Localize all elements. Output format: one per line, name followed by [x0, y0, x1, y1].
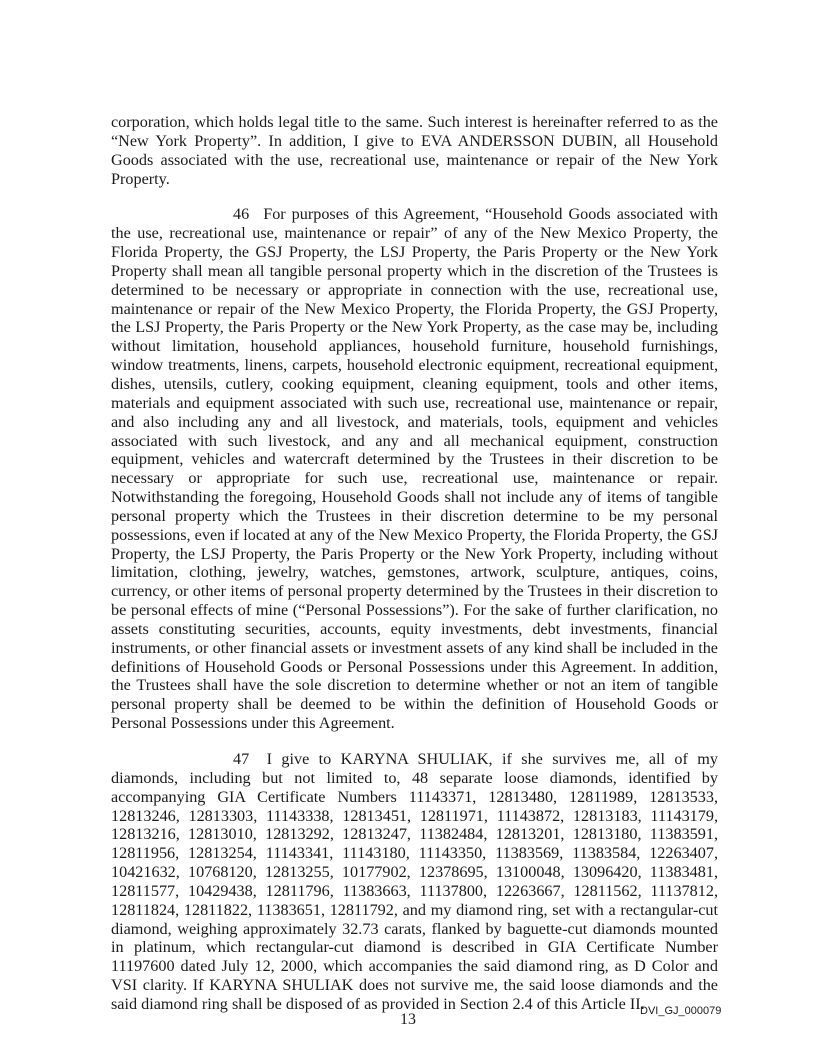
paragraph-text: corporation, which holds legal title to the same. Such interest is hereinafter referred to as the “New York Property”. In addition, I give to EVA ANDERSSON DUBIN, all Household Goods associated with the use, recreational use, maintenance or repair of the New York Property. — [111, 113, 718, 188]
document-body — [111, 113, 718, 1031]
paragraph-number: 47 — [233, 750, 250, 768]
paragraph-number: 46 — [233, 205, 250, 224]
page-number: 13 — [400, 1011, 416, 1028]
bates-number: DVI_GJ_000079 — [640, 1005, 722, 1017]
paragraph-text: I give to KARYNA SHULIAK, if she survives me, all of my diamonds, including but not limited to, 48 separate loose diamonds, identified by accompanying GIA Certificate Numbers 11143371, 12813480, 12811989, 12813533, 12813246, 12813303, 11143338, 12813451, 12811971, 11143872, 12813183, 11143179, 12813216, 12813010, 12813292, 12813247, 11382484, 12813201, 12813180, 11383591, 12811956, 12813254, 11143341, 11143180, 11143350, 11383569, 11383584, 12263407, 10421632, 10768120, 12813255, 10177902, 12378695, 13100048, 13096420, 11383481, 12811577, 10429438, 12811796, 11383663, 11137800, 12263667, 12811562, 11137812, 12811824, 12811822, 11383651, 12811792, and my diamond ring, set with a rectangular-cut diamond, weighing approximately 32.73 carats, flanked by baguette-cut diamonds mounted in platinum, which rectangular-cut diamond is described in GIA Certificate Number 11197600 dated July 12, 2000, which accompanies the said diamond ring, as D Color and VSI clarity. If KARYNA SHULIAK does not survive me, the said loose diamonds and the said diamond ring shall be disposed of as provided in Section 2.4 of this Article II. — [111, 750, 718, 1013]
paragraph-continuation — [111, 113, 718, 188]
paragraph-47 — [111, 750, 718, 1014]
paragraph-text: For purposes of this Agreement, “Household Goods associated with the use, recreational use, maintenance or repair” of any of the New Mexico Property, the Florida Property, the GSJ Property, the LSJ Property, the Paris Property or the New York Property shall mean all tangible personal property which in the discretion of the Trustees is determined to be necessary or appropriate in connection with the use, recreational use, maintenance or repair of the New Mexico Property, the Florida Property, the GSJ Property, the LSJ Property, the Paris Property or the New York Property, as the case may be, including without limitation, household appliances, household furniture, household furnishings, window treatments, linens, carpets, household electronic equipment, recreational equipment, dishes, utensils, cutlery, cooking equipment, cleaning equipment, tools and other items, materials and equipment associated with such use, recreational use, maintenance or repair, and also including any and all livestock, and materials, tools, equipment and vehicles associated with such livestock, and any and all mechanical equipment, construction equipment, vehicles and watercraft determined by the Trustees in their discretion to be necessary or appropriate for such use, recreational use, maintenance or repair. Notwithstanding the foregoing, Household Goods shall not include any of items of tangible personal property which the Trustees in their discretion determine to be my personal possessions, even if located at any of the New Mexico Property, the Florida Property, the GSJ Property, the LSJ Property, the Paris Property or the New York Property, including without limitation, clothing, jewelry, watches, gemstones, artwork, sculpture, antiques, coins, currency, or other items of personal property determined by the Trustees in their discretion to be personal effects of mine (“Personal Possessions”). For the sake of further clarification, no assets constituting securities, accounts, equity investments, debt investments, financial instruments, or other financial assets or investment assets of any kind shall be included in the definitions of Household Goods or Personal Possessions under this Agreement. In addition, the Trustees shall have the sole discretion to determine whether or not an item of tangible personal property shall be deemed to be within the definition of Household Goods or Personal Possessions under this Agreement. — [111, 205, 719, 733]
paragraph-46 — [111, 205, 718, 733]
